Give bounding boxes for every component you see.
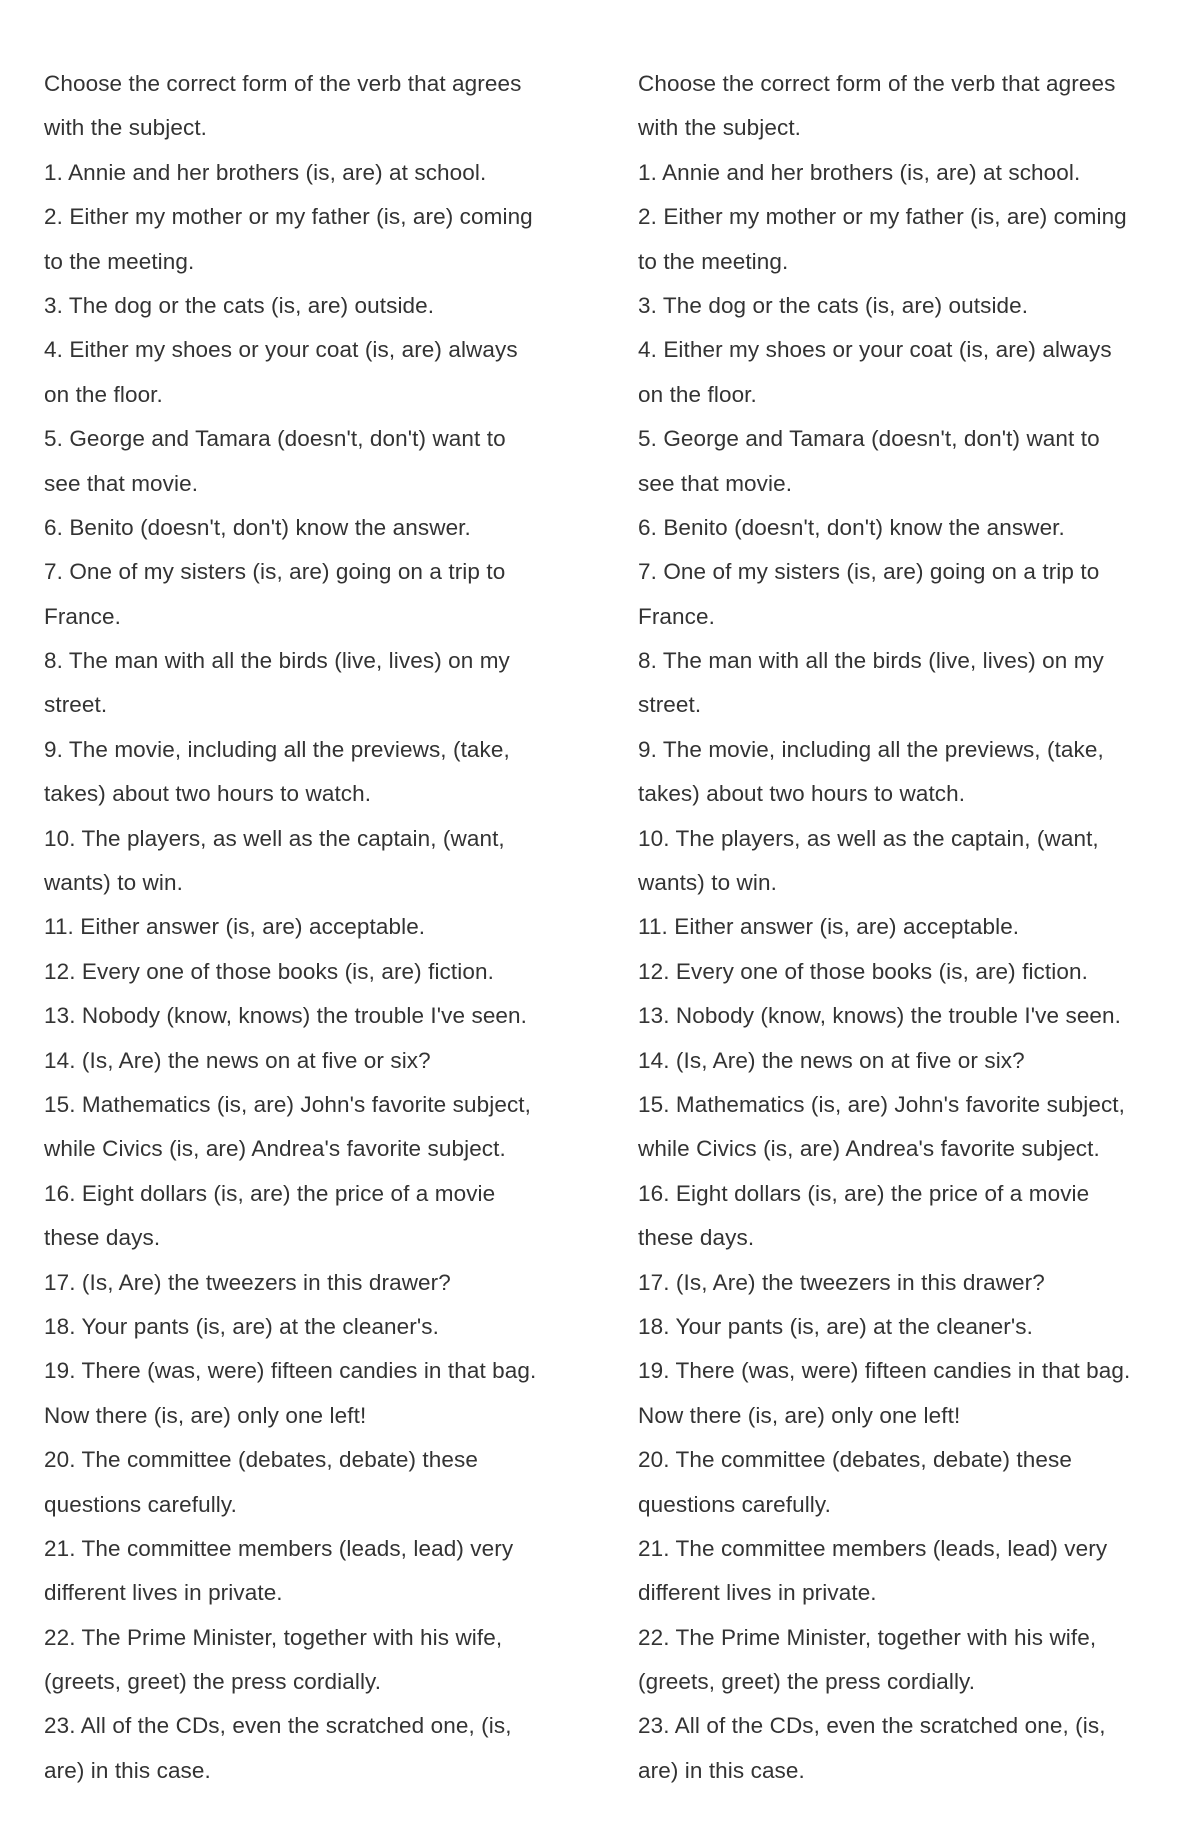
worksheet-line: on the floor. [638,381,757,407]
worksheet-line: street. [638,692,702,718]
worksheet-line: 2. Either my mother or my father (is, are) coming [44,204,533,230]
worksheet-line: France. [638,603,715,629]
worksheet-line: 21. The committee members (leads, lead) very [44,1535,514,1561]
worksheet-line: to the meeting. [44,248,195,274]
worksheet-line: 23. All of the CDs, even the scratched one, (is, [638,1713,1106,1739]
worksheet-line: with the subject. [638,115,802,141]
worksheet-line: 15. Mathematics (is, are) John's favorite subject, [44,1091,531,1117]
worksheet-line: 20. The committee (debates, debate) these [638,1447,1072,1473]
worksheet-line: 14. (Is, Are) the news on at five or six? [638,1047,1025,1073]
worksheet-column-left [44,62,589,1793]
worksheet-line: 12. Every one of those books (is, are) fiction. [638,958,1088,984]
worksheet-line: wants) to win. [638,870,777,896]
worksheet-line: 17. (Is, Are) the tweezers in this drawer? [638,1269,1045,1295]
worksheet-line: France. [44,603,121,629]
worksheet-line: 7. One of my sisters (is, are) going on a trip to [638,559,1100,585]
worksheet-line: 18. Your pants (is, are) at the cleaner's. [638,1313,1033,1339]
worksheet-line: 3. The dog or the cats (is, are) outside. [44,292,435,318]
worksheet-line: to the meeting. [638,248,789,274]
worksheet-line: takes) about two hours to watch. [638,781,966,807]
worksheet-line: wants) to win. [44,870,183,896]
worksheet-line: 19. There (was, were) fifteen candies in that bag. [44,1358,537,1384]
worksheet-line: Now there (is, are) only one left! [638,1402,961,1428]
worksheet-line: 8. The man with all the birds (live, lives) on my [44,648,510,674]
worksheet-line: different lives in private. [44,1580,283,1606]
worksheet-line: while Civics (is, are) Andrea's favorite subject. [638,1136,1100,1162]
worksheet-line: 13. Nobody (know, knows) the trouble I've seen. [638,1003,1122,1029]
worksheet-line: 1. Annie and her brothers (is, are) at school. [44,159,487,185]
worksheet-line: these days. [44,1225,161,1251]
worksheet-line: 13. Nobody (know, knows) the trouble I've seen. [44,1003,528,1029]
worksheet-line: on the floor. [44,381,163,407]
worksheet-line: 21. The committee members (leads, lead) very [638,1535,1108,1561]
worksheet-line: Now there (is, are) only one left! [44,1402,367,1428]
worksheet-line: Choose the correct form of the verb that agrees [638,71,1116,96]
worksheet-line: 1. Annie and her brothers (is, are) at school. [638,159,1081,185]
worksheet-line: 18. Your pants (is, are) at the cleaner's. [44,1313,439,1339]
worksheet-line: 10. The players, as well as the captain, (want, [44,825,505,851]
worksheet-line: see that movie. [44,470,199,496]
worksheet-line: street. [44,692,108,718]
worksheet-line: 17. (Is, Are) the tweezers in this drawer? [44,1269,451,1295]
worksheet-line: takes) about two hours to watch. [44,781,372,807]
worksheet-line: 6. Benito (doesn't, don't) know the answer. [638,514,1065,540]
worksheet-line: these days. [638,1225,755,1251]
worksheet-line: 5. George and Tamara (doesn't, don't) want to [638,426,1100,452]
worksheet-line: 11. Either answer (is, are) acceptable. [638,914,1020,940]
worksheet-line: 4. Either my shoes or your coat (is, are) always [638,337,1112,363]
worksheet-line: 14. (Is, Are) the news on at five or six? [44,1047,431,1073]
worksheet-line: 9. The movie, including all the previews, (take, [638,736,1104,762]
worksheet-line: 2. Either my mother or my father (is, are) coming [638,204,1127,230]
worksheet-line: 23. All of the CDs, even the scratched one, (is, [44,1713,512,1739]
worksheet-line: with the subject. [44,115,208,141]
worksheet-line: see that movie. [638,470,793,496]
worksheet-line: 10. The players, as well as the captain, (want, [638,825,1099,851]
worksheet-line: 16. Eight dollars (is, are) the price of a movie [638,1180,1090,1206]
worksheet-line: 8. The man with all the birds (live, lives) on my [638,648,1104,674]
worksheet-line: (greets, greet) the press cordially. [638,1669,976,1695]
worksheet-line: 5. George and Tamara (doesn't, don't) want to [44,426,506,452]
worksheet-line: 11. Either answer (is, are) acceptable. [44,914,426,940]
worksheet-line: Choose the correct form of the verb that agrees [44,71,522,96]
worksheet-line: 15. Mathematics (is, are) John's favorite subject, [638,1091,1125,1117]
worksheet-line: different lives in private. [638,1580,877,1606]
worksheet-line: questions carefully. [44,1491,237,1517]
worksheet-line: are) in this case. [44,1757,211,1783]
worksheet-line: 16. Eight dollars (is, are) the price of a movie [44,1180,496,1206]
worksheet-line: 7. One of my sisters (is, are) going on a trip to [44,559,506,585]
worksheet-line: 6. Benito (doesn't, don't) know the answer. [44,514,471,540]
worksheet-line: questions carefully. [638,1491,831,1517]
worksheet-line: while Civics (is, are) Andrea's favorite subject. [44,1136,506,1162]
worksheet-line: 22. The Prime Minister, together with his wife, [638,1624,1097,1650]
worksheet-line: 4. Either my shoes or your coat (is, are) always [44,337,518,363]
worksheet-line: 12. Every one of those books (is, are) fiction. [44,958,494,984]
worksheet-line: 20. The committee (debates, debate) these [44,1447,478,1473]
worksheet-line: 9. The movie, including all the previews, (take, [44,736,510,762]
worksheet-line: 19. There (was, were) fifteen candies in that bag. [638,1358,1131,1384]
worksheet-column-right [638,62,1183,1793]
worksheet-line: are) in this case. [638,1757,805,1783]
worksheet-line: 22. The Prime Minister, together with his wife, [44,1624,503,1650]
worksheet-line: (greets, greet) the press cordially. [44,1669,382,1695]
worksheet-line: 3. The dog or the cats (is, are) outside. [638,292,1029,318]
